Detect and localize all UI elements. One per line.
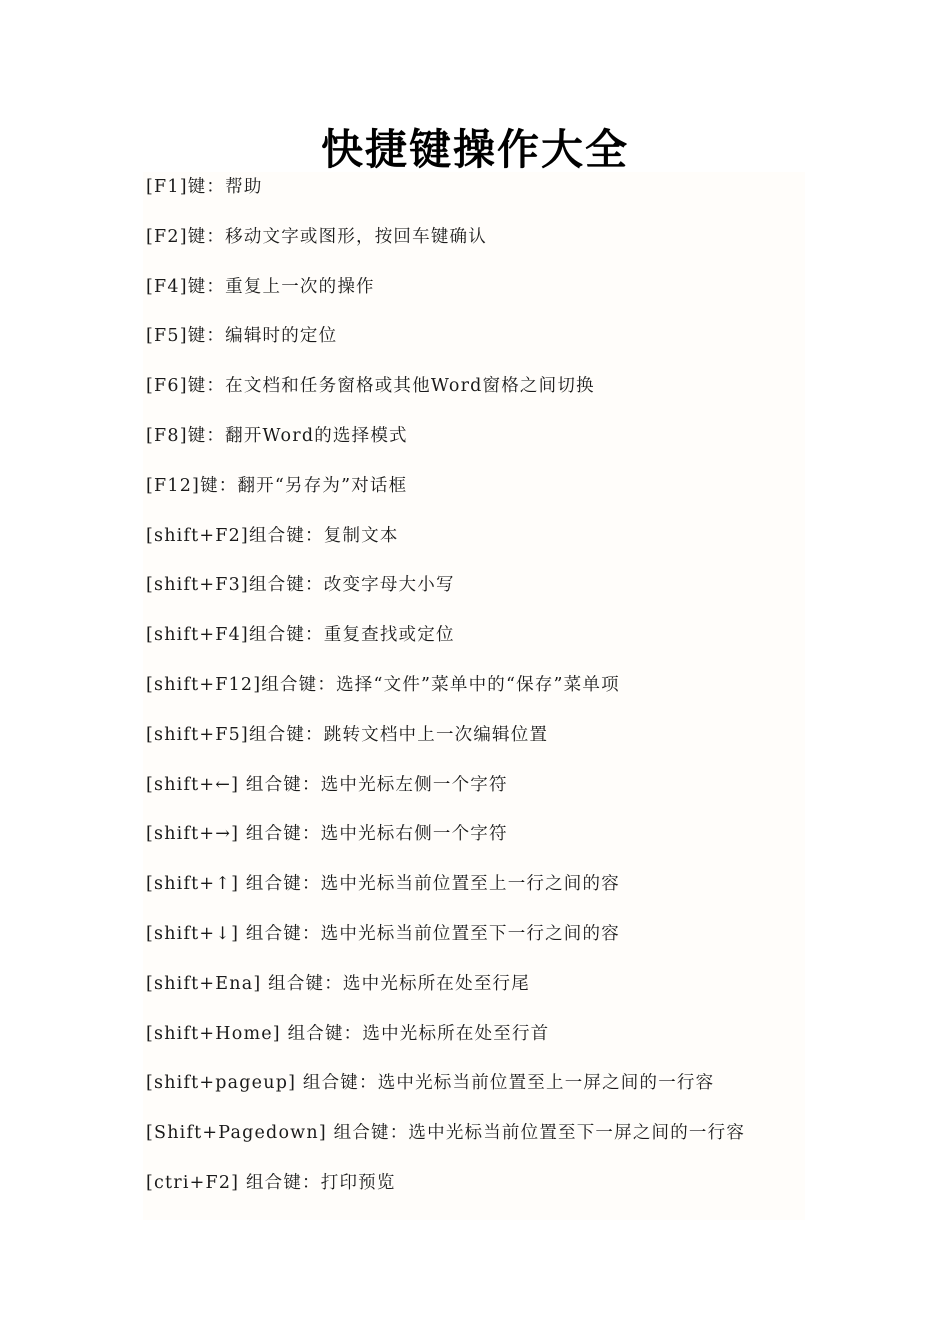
shortcut-line: [shift+pageup] 组合键：选中光标当前位置至上一屏之间的一行容	[146, 1073, 715, 1094]
shortcut-line: [shift+F5]组合键：跳转文档中上一次编辑位置	[146, 724, 549, 745]
shortcut-line: [F6]键：在文档和任务窗格或其他Word窗格之间切换	[146, 376, 595, 397]
shortcut-line: [shift+←] 组合键：选中光标左侧一个字符	[146, 774, 508, 795]
shortcut-line: [F2]键：移动文字或图形，按回车键确认	[146, 226, 487, 247]
shortcut-line: [F5]键：编辑时的定位	[146, 326, 338, 347]
page-title: 快捷键操作大全	[320, 125, 629, 174]
shortcut-line: [shift+F3]组合键：改变字母大小写	[146, 575, 455, 596]
shortcut-line: [F1]键：帮助	[146, 177, 263, 197]
shortcut-line: [F8]键：翻开Word的选择模式	[146, 425, 408, 446]
shortcut-line: [shift+F2]组合键：复制文本	[146, 525, 399, 546]
shortcut-line: [Shift+Pagedown] 组合键：选中光标当前位置至下一屏之间的一行容	[146, 1123, 746, 1144]
shortcut-line: [shift+↓] 组合键：选中光标当前位置至下一行之间的容	[146, 923, 620, 944]
shortcut-line: [shift+Home] 组合键：选中光标所在处至行首	[146, 1023, 550, 1044]
shortcut-line: [F12]键：翻开“另存为”对话框	[146, 475, 408, 496]
shortcut-line: [shift+↑] 组合键：选中光标当前位置至上一行之间的容	[146, 874, 620, 895]
shortcut-line: [shift+F12]组合键：选择“文件”菜单中的“保存”菜单项	[146, 674, 620, 695]
shortcut-line: [shift+F4]组合键：重复查找或定位	[146, 625, 455, 646]
shortcut-line: [F4]键：重复上一次的操作	[146, 276, 375, 297]
shortcut-line: [shift+→] 组合键：选中光标右侧一个字符	[146, 824, 508, 845]
shortcut-list	[146, 172, 805, 1218]
shortcut-line: [ctri+F2] 组合键：打印预览	[146, 1172, 396, 1193]
shortcut-line: [shift+Ena] 组合键：选中光标所在处至行尾	[146, 973, 530, 994]
